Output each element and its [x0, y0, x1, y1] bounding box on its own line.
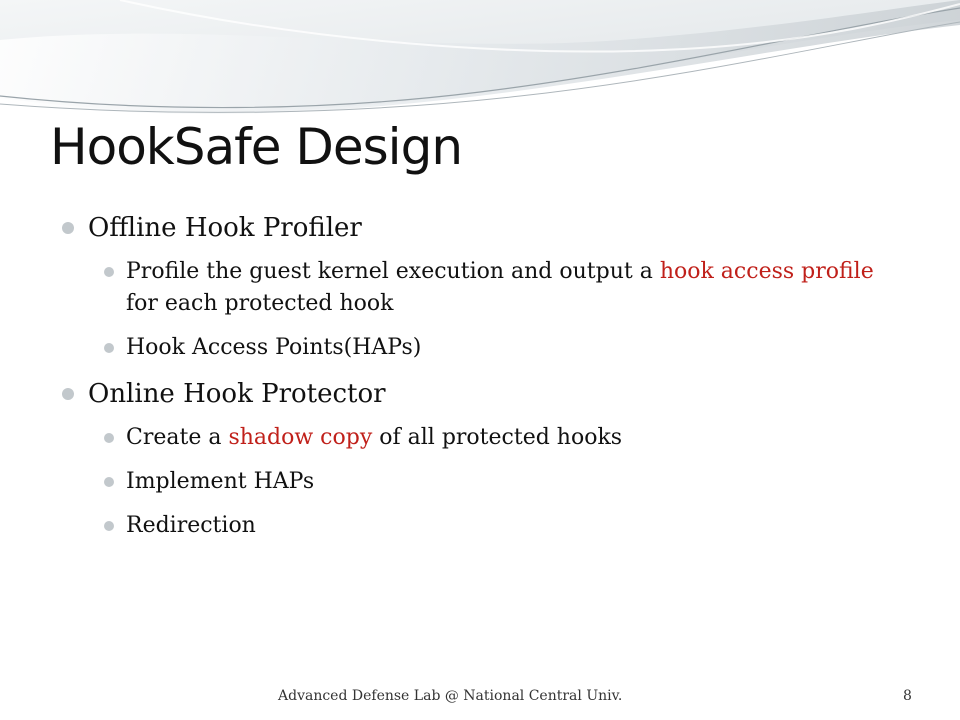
sub-bullet-redirection [98, 510, 882, 542]
decorative-header-band [0, 0, 960, 130]
highlight-text: hook access profile [659, 259, 874, 284]
sub-bullet-dot [104, 521, 114, 531]
sub-bullet-text: Implement HAPs [126, 469, 315, 494]
section-heading: Online Hook Protector [88, 379, 386, 409]
bullet-dot [62, 388, 74, 400]
bullet-offline-hook-profiler [62, 210, 882, 246]
sub-bullet-dot [104, 433, 114, 443]
page-number: 8 [903, 688, 912, 704]
sub-bullet-dot [104, 267, 114, 277]
sub-bullet-implement-haps [98, 466, 882, 498]
sub-bullet-shadow-copy [98, 422, 882, 454]
text-lead: Profile the guest kernel execution and output a [126, 259, 660, 284]
slide-footer [0, 686, 960, 710]
sub-list-online [98, 422, 882, 542]
sub-bullet-dot [104, 477, 114, 487]
text-lead: Create a [126, 425, 229, 450]
footer-text: Advanced Defense Lab @ National Central Univ. [278, 688, 623, 704]
text-tail: for each protected hook [126, 291, 394, 316]
sub-bullet-text: Hook Access Points(HAPs) [126, 335, 422, 360]
sub-list-offline [98, 256, 882, 364]
sub-bullet-haps [98, 332, 882, 364]
slide-title: HookSafe Design [50, 118, 463, 176]
bullet-dot [62, 222, 74, 234]
sub-bullet-text: Redirection [126, 513, 256, 538]
highlight-text: shadow copy [228, 425, 373, 450]
section-heading: Offline Hook Profiler [88, 213, 362, 243]
sub-bullet-profile [98, 256, 882, 320]
sub-bullet-dot [104, 343, 114, 353]
text-tail: of all protected hooks [372, 425, 623, 450]
slide-content [62, 210, 882, 554]
bullet-online-hook-protector [62, 376, 882, 412]
